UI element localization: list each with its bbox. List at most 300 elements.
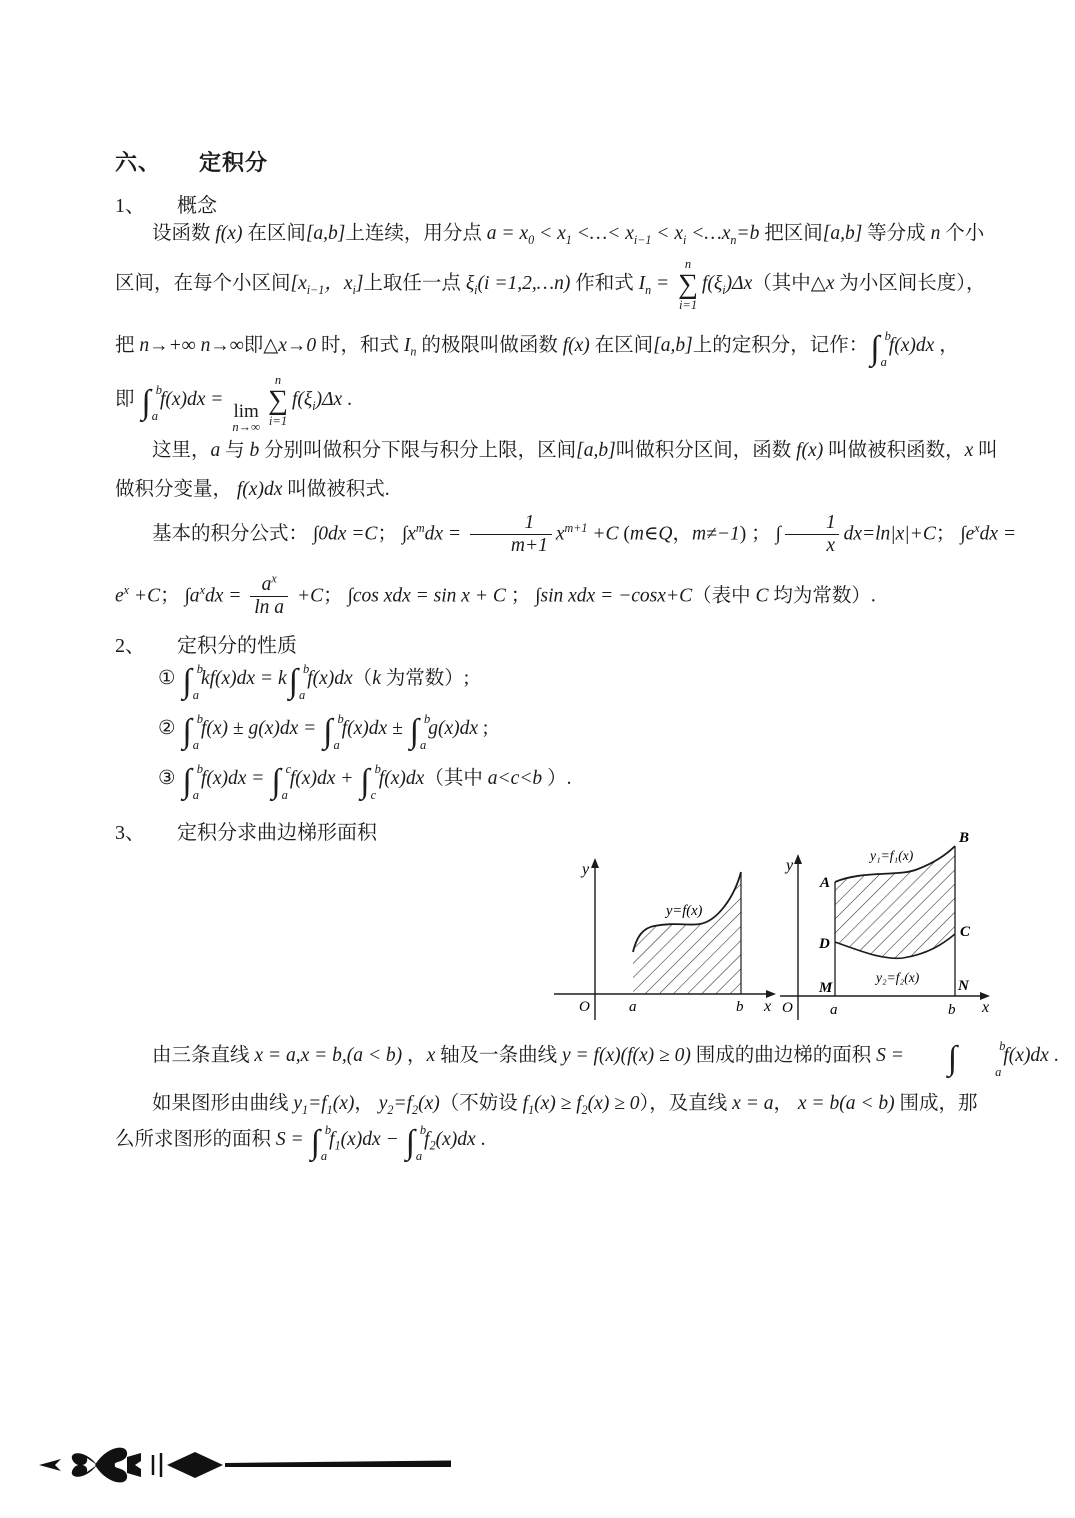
text-run: ② [158,717,181,739]
text-run: . [475,1128,486,1150]
integral-sign [288,662,310,702]
math-run: f [329,1128,335,1150]
math-run: e [115,585,124,607]
text-run: 基本的积分公式： [152,523,313,545]
math-run: m≠−1 [692,523,740,545]
text-run: 上的定积分，记作： [692,334,869,356]
fraction-denominator [470,534,552,557]
math-run: f(x)dx = [200,767,270,789]
integral-limits [192,712,203,752]
integral-glyph: ∫ [288,662,298,700]
area-formula-line-2 [115,1090,978,1117]
integral-lower: a [995,1064,1002,1079]
sum-lower: i=1 [678,297,698,312]
math-run: f(x)dx = [159,388,229,410]
text-run: 叫 [973,440,998,461]
figure-curved-trapezoid [548,836,780,1024]
fraction [785,512,840,558]
math-run: kf(x)dx = k [200,667,287,689]
superscript: x [123,582,130,597]
integral-limits [320,1123,332,1163]
text-run: 区间，在每个小区间 [115,272,291,294]
subscript: i [312,398,316,413]
math-run: f(x)dx [307,667,353,689]
math-run: f(x)dx ± [341,717,408,739]
subscript: 0 [528,232,535,247]
text-run: ( [618,523,630,545]
math-run: dx = [979,523,1017,545]
subscript: i−1 [633,232,652,247]
text-run: ； [323,585,348,607]
fraction [470,512,552,558]
math-run: [x [290,272,307,294]
text-run: ）. [542,767,572,789]
integral-upper: c [285,762,292,776]
math-run: b [249,440,260,461]
math-run: g(x)dx [428,717,479,739]
basic-formulas-line-2 [115,571,876,620]
text-run: 叫做被积函数， [823,440,965,461]
math-run: f(x)dx [378,767,425,789]
math-run: f(ξ [291,388,313,410]
superscript: x [271,571,277,586]
integral-lower: a [151,408,158,423]
right-a-label: a [830,1002,838,1018]
subscript: i [474,282,478,297]
y-axis-arrow-icon [591,858,599,868]
text-run: （其中 [752,272,811,294]
y-axis-arrow-icon [794,854,802,864]
section-3-heading [115,816,377,845]
math-run: [a,b] [822,223,863,244]
text-run: 这里， [152,440,211,461]
math-run: [a,b] [653,334,693,356]
text-run: . [342,388,352,410]
math-run: <…x [686,223,731,244]
math-run: ∫e [960,523,975,545]
text-run: ， [402,1044,427,1066]
integral-glyph: ∫ [310,1123,320,1161]
text-run: ， [934,334,959,356]
integral-sign [911,1039,1006,1079]
math-run: <…< x [571,223,634,244]
text-run: （其中 [424,767,488,789]
text-run: 么所求图形的面积 [115,1128,276,1150]
math-run: [a,b] [576,440,616,461]
integral-limits [958,1039,1006,1079]
math-run: a = x [486,223,529,244]
text-run: 与 [220,440,250,461]
integral-upper: b [196,662,203,676]
text-run: 时，和式 [316,334,404,356]
math-run: ∫ [775,523,781,545]
integral-glyph: ∫ [409,712,419,750]
integral-glyph: ∫ [323,712,333,750]
text-run: 叫做被积式. [282,479,390,500]
footer-ornament-icon [35,1437,455,1492]
integral-lower: a [419,737,427,752]
math-run: S = [876,1044,909,1066]
integral-limits [151,383,162,423]
math-run: )Δx [725,272,753,294]
point-M-label: M [819,980,833,996]
math-run: (x)dx − [340,1128,404,1150]
math-run: (i =1,2,…n) [477,272,571,294]
math-run: ∫a [184,585,200,607]
text-run: ) ； [739,523,776,545]
math-run: k [372,667,381,689]
integral-limits [370,762,381,802]
subscript: n [410,344,417,359]
math-run: m+1 [510,535,548,557]
math-run: ∫cos xdx = sin x + C [347,585,506,607]
math-run: (x) ≥ 0 [587,1093,640,1114]
left-origin-label: O [579,999,590,1015]
left-a-label: a [629,999,637,1015]
math-run: n [930,223,941,244]
text-run: （表中 [692,585,756,607]
property-2 [158,713,488,751]
integral-lower: a [333,737,340,752]
integral-limits [333,712,344,752]
subscript: i [352,282,356,297]
left-curve-label: y=f(x) [666,903,703,919]
terminology-line-2 [115,476,390,503]
integral-sign [182,762,203,802]
math-run: f [424,1128,430,1150]
math-run: y [378,1093,388,1114]
limit-lower: n→∞ [232,419,261,434]
integral-upper: b [196,712,203,726]
math-run: △x→0 [263,334,317,356]
text-run: ; [478,717,489,739]
math-run: a [210,440,221,461]
math-run: ] [355,272,364,294]
integral-lower: a [880,354,887,369]
text-run: ① [158,667,181,689]
math-run: f(x)dx [1003,1044,1049,1066]
math-run: f(x)dx + [289,767,359,789]
integral-glyph: ∫ [870,329,880,367]
math-run: f(x) [562,334,590,356]
fraction-numerator [785,512,840,534]
subscript: 1 [302,1102,309,1117]
text-run: 轴及一条曲线 [435,1044,562,1066]
limit-sign [232,402,260,434]
sum-glyph: ∑ [268,384,288,416]
text-run: ； [377,523,402,545]
text-run: 均为常数）. [768,585,876,607]
math-run: ln a [254,597,285,619]
math-run: a<c<b [487,767,543,789]
right-b-label: b [948,1002,956,1018]
math-run: ，x [324,272,353,294]
text-run: ， [672,523,693,545]
integral-limits [880,329,891,369]
text-run: 个小 [940,223,985,244]
math-run: [a,b] [305,223,346,244]
text-run: 为小区间长度）， [834,272,986,294]
fraction-numerator [258,571,281,596]
upper-curve-label: y₁=f₁(x) [870,848,914,863]
subscript: 2 [581,1102,588,1117]
subscript: 2 [387,1102,394,1117]
text-run: 在区间 [242,223,306,244]
math-run: x = b(a < b) [797,1093,895,1114]
math-run: ∫sin xdx = −cosx+C [535,585,693,607]
subscript: i [682,232,687,247]
right-y-label: y [786,857,794,874]
integral-upper: b [423,712,431,726]
integral-sign [870,329,891,369]
right-origin-label: O [782,1000,793,1016]
integral-sign [141,383,162,423]
text-run: ； [935,523,961,545]
basic-formulas-line-1 [115,512,1016,558]
text-run: 如果图形由曲线 [152,1093,294,1114]
math-run: x = a [732,1093,774,1114]
text-run: 即 [243,334,264,356]
integral-lower: c [370,787,377,802]
integral-lower: a [298,687,306,702]
subscript: i−1 [306,282,325,297]
heading-text: 定积分 [199,150,269,175]
math-run: +C [292,585,324,607]
property-1 [158,663,469,701]
point-C-label: C [960,924,971,940]
integral-upper: b [196,762,203,776]
integral-limits [192,762,203,802]
text-run: 的极限叫做函数 [416,334,563,356]
math-run: ∫x [401,523,416,545]
shaded-area [633,872,741,994]
integral-upper: b [155,383,162,398]
math-run: (x)dx [435,1128,476,1150]
text-run: 叫做积分区间，函数 [615,440,797,461]
section-3-number: 3、 [115,822,145,844]
math-run: n→+∞ n→∞ [139,334,244,356]
integral-glyph: ∫ [182,662,192,700]
math-run: x [426,1044,436,1066]
subscript: 2 [412,1102,419,1117]
integral-glyph: ∫ [182,762,192,800]
sum-glyph: ∑ [678,268,699,300]
integral-sign [182,712,203,752]
text-run: 做积分变量， [115,479,237,500]
math-run: =f [393,1093,413,1114]
integral-sign [182,662,203,702]
text-run: ），及直线 [639,1093,733,1114]
integral-lower: a [415,1148,423,1163]
section-2-title: 定积分的性质 [177,635,297,657]
math-run: 1 [825,512,836,533]
subscript: 1 [334,1138,341,1153]
math-run: dx = [424,523,466,545]
subscript: n [645,282,652,297]
integral-glyph: ∫ [947,1039,958,1077]
left-b-label: b [736,999,744,1015]
fraction-denominator [250,596,288,619]
text-run: 上取任一点 [363,272,466,294]
math-run: )Δx [315,388,343,410]
section-1-heading [115,189,217,218]
integral-sign [405,1123,427,1163]
section-2-number: 2、 [115,635,145,657]
integral-glyph: ∫ [405,1123,415,1161]
sum-sign [268,374,288,427]
integral-upper: b [324,1123,332,1137]
x-axis-arrow-icon [766,990,776,998]
math-run: f(ξ [702,272,723,294]
subscript: 1 [326,1102,333,1117]
concept-line-1 [115,220,984,247]
integral-lower: a [281,787,288,802]
integral-sign [409,712,431,752]
math-run: (x) [418,1093,440,1114]
text-run: 围成，那 [894,1093,978,1114]
math-run: 1 [524,512,535,533]
terminology-line-1 [115,437,998,464]
text-run: ③ [158,767,181,789]
sum-lower: i=1 [268,413,288,428]
text-run: 在区间 [589,334,654,356]
superscript: m [415,520,425,535]
superscript: x [199,582,205,597]
math-run: = [651,272,675,294]
math-run: △x [810,272,835,294]
fraction [250,571,288,620]
text-run: （不妨设 [439,1093,523,1114]
section-2-heading [115,629,297,658]
point-A-label: A [820,875,831,891]
property-3 [158,763,571,801]
integral-upper: b [999,1039,1006,1053]
superscript: x [974,520,980,535]
text-run: ； [505,585,536,607]
math-run: ∫0dx =C [312,523,378,545]
math-run: < x [651,223,683,244]
lower-curve-label: y₂=f₂(x) [876,970,920,985]
heading-number: 六、 [115,150,162,175]
math-run: I [638,272,646,294]
integral-limits [281,762,292,802]
area-formula-line-1 [115,1040,1059,1078]
integral-glyph: ∫ [271,762,281,800]
integral-upper: b [337,712,344,726]
math-run: y = f(x)(f(x) ≥ 0) [561,1044,691,1066]
text-run: ； [160,585,185,607]
math-run: f [522,1093,529,1114]
integral-upper: b [419,1123,427,1137]
math-run: f(x)dx [236,479,283,500]
text-run: ， [354,1093,379,1114]
figure-between-curves [778,820,994,1024]
sum-upper: n [684,257,692,271]
integral-upper: b [884,329,891,343]
fraction-numerator [484,512,539,534]
math-run: y [293,1093,303,1114]
text-run: ， [773,1093,798,1114]
integral-lower: a [192,787,199,802]
math-run: C [755,585,769,607]
section-1-number: 1、 [115,195,145,217]
text-run: 为常数）; [380,667,470,689]
math-run: x [555,523,565,545]
integral-limits [415,1123,427,1163]
concept-line-2 [115,258,986,311]
math-run: f(x) [796,440,824,461]
integral-limits [192,662,203,702]
text-run: 设函数 [152,223,216,244]
text-run: 由三条直线 [152,1044,255,1066]
math-run: < x [534,223,566,244]
integral-glyph: ∫ [360,762,370,800]
integral-upper: b [374,762,381,776]
math-run: dx=ln|x|+C [843,523,936,545]
math-run: dx = [204,585,247,607]
fraction-denominator [785,534,839,557]
point-D-label: D [819,936,830,952]
math-run: +C [129,585,161,607]
text-run: . [1048,1044,1059,1066]
point-N-label: N [958,978,969,994]
math-run: =b [736,223,760,244]
right-x-label: x [982,999,990,1016]
integral-limits [419,712,431,752]
limit-glyph: lim [233,400,259,422]
integral-lower: a [320,1148,328,1163]
math-run: x [826,535,836,557]
concept-line-3 [115,330,959,368]
math-run: m∈Q [629,523,673,545]
math-run: +C [587,523,619,545]
subscript: 2 [429,1138,436,1153]
integral-sign [360,762,381,802]
concept-line-4 [115,374,352,433]
subscript: 1 [565,232,572,247]
text-run: 即 [115,388,140,410]
text-run: （ [352,667,373,689]
section-1-title: 概念 [177,195,217,217]
math-run: x = a,x = b,(a < b) [254,1044,403,1066]
left-x-label: x [764,998,772,1015]
math-run: a [261,574,272,595]
math-run: S = [275,1128,309,1150]
integral-lower: a [192,687,199,702]
text-run: 围成的曲边梯的面积 [690,1044,877,1066]
superscript: m+1 [564,520,588,535]
left-y-label: y [582,861,590,878]
math-run: =f [308,1093,327,1114]
integral-limits [298,662,310,702]
text-run: 上连续，用分点 [345,223,487,244]
subscript: i [722,282,726,297]
text-run: 分别叫做积分下限与积分上限，区间 [259,440,577,461]
subscript: 1 [528,1102,535,1117]
text-run: 把 [115,334,140,356]
math-run: f(x) ± g(x)dx = [200,717,322,739]
subscript: n [730,232,737,247]
text-run: 等分成 [862,223,931,244]
page-title [115,146,268,177]
section-3-title: 定积分求曲边梯形面积 [177,822,377,844]
text-run: 把区间 [759,223,823,244]
math-run: f(x)dx [888,334,935,356]
math-run: (x) [332,1093,355,1114]
math-run: f(x) [215,223,243,244]
text-run: 作和式 [570,272,639,294]
area-formula-line-3 [115,1124,485,1162]
